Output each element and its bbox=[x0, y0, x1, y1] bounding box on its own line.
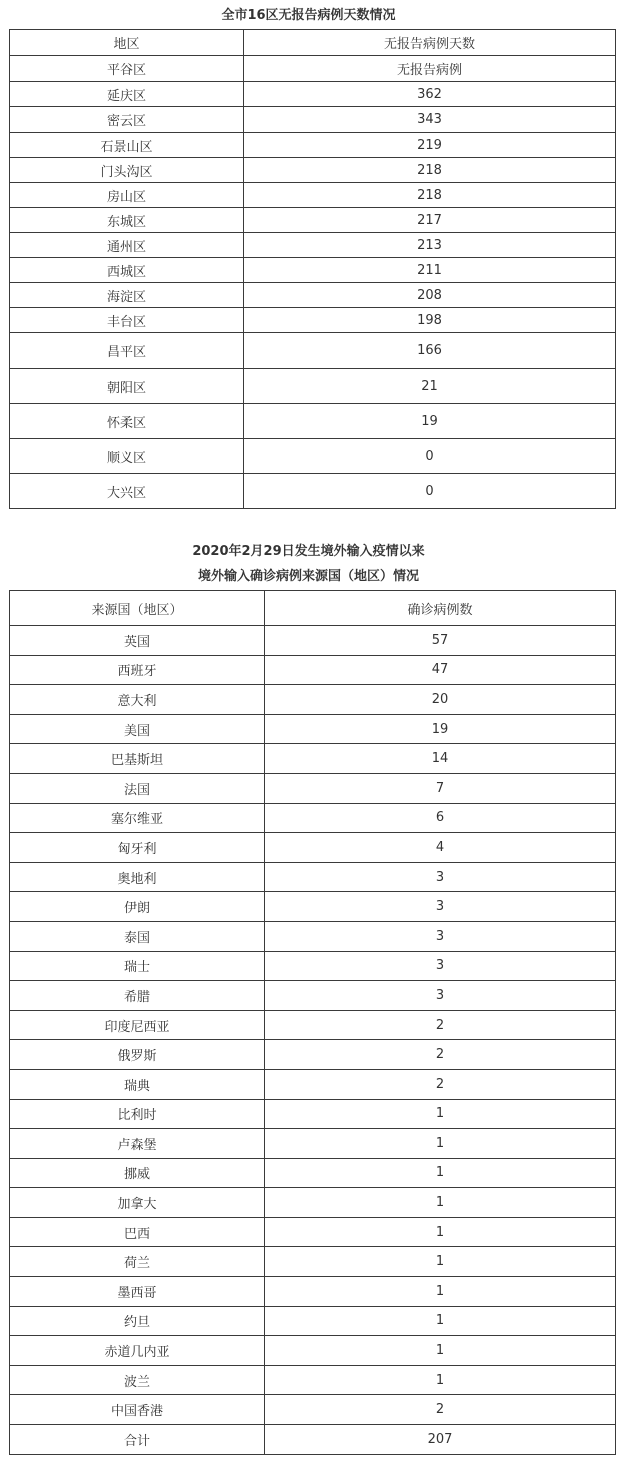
value-cell: 208 bbox=[244, 283, 616, 308]
value-cell: 1 bbox=[265, 1277, 616, 1307]
value-cell: 213 bbox=[244, 233, 616, 258]
value-cell: 3 bbox=[265, 921, 616, 951]
region-cell: 俄罗斯 bbox=[10, 1040, 265, 1070]
table2-title-line2: 境外输入确诊病例来源国（地区）情况 bbox=[197, 569, 419, 584]
header-row bbox=[10, 30, 616, 56]
value-cell: 2 bbox=[265, 1069, 616, 1099]
region-cell: 赤道几内亚 bbox=[10, 1336, 265, 1366]
value-cell: 7 bbox=[265, 773, 616, 803]
region-cell: 合计 bbox=[10, 1425, 265, 1455]
region-cell: 匈牙利 bbox=[10, 833, 265, 863]
value-cell: 3 bbox=[265, 981, 616, 1011]
region-cell: 房山区 bbox=[10, 183, 244, 208]
table-row bbox=[10, 333, 616, 369]
table-row bbox=[10, 474, 616, 509]
table-row bbox=[10, 1010, 616, 1040]
table-row bbox=[10, 951, 616, 981]
value-cell: 211 bbox=[244, 258, 616, 283]
table-row bbox=[10, 308, 616, 333]
region-cell: 荷兰 bbox=[10, 1247, 265, 1277]
region-cell: 密云区 bbox=[10, 107, 244, 133]
table-row bbox=[10, 1247, 616, 1277]
value-cell: 3 bbox=[265, 862, 616, 892]
table-row bbox=[10, 404, 616, 439]
table-row bbox=[10, 258, 616, 283]
region-cell: 平谷区 bbox=[10, 56, 244, 82]
value-cell: 0 bbox=[244, 474, 616, 509]
region-cell: 意大利 bbox=[10, 685, 265, 715]
value-cell: 确诊病例数 bbox=[265, 591, 616, 626]
table-row bbox=[10, 1217, 616, 1247]
region-cell: 大兴区 bbox=[10, 474, 244, 509]
table-row bbox=[10, 981, 616, 1011]
table-row bbox=[10, 183, 616, 208]
table-row bbox=[10, 56, 616, 82]
value-cell: 无报告病例天数 bbox=[244, 30, 616, 56]
table-row bbox=[10, 921, 616, 951]
value-cell: 无报告病例 bbox=[244, 56, 616, 82]
table-row bbox=[10, 892, 616, 922]
table-row bbox=[10, 626, 616, 656]
value-cell: 14 bbox=[265, 744, 616, 774]
value-cell: 47 bbox=[265, 655, 616, 685]
region-cell: 海淀区 bbox=[10, 283, 244, 308]
table-row bbox=[10, 1099, 616, 1129]
value-cell: 217 bbox=[244, 208, 616, 233]
table-row bbox=[10, 1277, 616, 1307]
value-cell: 343 bbox=[244, 107, 616, 133]
region-cell: 挪威 bbox=[10, 1158, 265, 1188]
imported-cases-table bbox=[9, 590, 616, 1455]
region-cell: 昌平区 bbox=[10, 333, 244, 369]
value-cell: 1 bbox=[265, 1217, 616, 1247]
region-cell: 加拿大 bbox=[10, 1188, 265, 1218]
region-cell: 约旦 bbox=[10, 1306, 265, 1336]
region-cell: 美国 bbox=[10, 714, 265, 744]
region-cell: 门头沟区 bbox=[10, 158, 244, 183]
region-cell: 顺义区 bbox=[10, 439, 244, 474]
value-cell: 218 bbox=[244, 183, 616, 208]
table-row bbox=[10, 233, 616, 258]
region-cell: 瑞士 bbox=[10, 951, 265, 981]
value-cell: 6 bbox=[265, 803, 616, 833]
region-cell: 巴基斯坦 bbox=[10, 744, 265, 774]
table-row bbox=[10, 439, 616, 474]
table-row bbox=[10, 107, 616, 133]
value-cell: 4 bbox=[265, 833, 616, 863]
value-cell: 1 bbox=[265, 1158, 616, 1188]
value-cell: 1 bbox=[265, 1306, 616, 1336]
table-row bbox=[10, 1040, 616, 1070]
table-row bbox=[10, 1158, 616, 1188]
region-cell: 西班牙 bbox=[10, 655, 265, 685]
region-cell: 英国 bbox=[10, 626, 265, 656]
no-case-days-table bbox=[9, 29, 616, 509]
table-row bbox=[10, 158, 616, 183]
value-cell: 1 bbox=[265, 1247, 616, 1277]
table-row bbox=[10, 1336, 616, 1366]
total-row bbox=[10, 1425, 616, 1455]
region-cell: 西城区 bbox=[10, 258, 244, 283]
region-cell: 中国香港 bbox=[10, 1395, 265, 1425]
region-cell: 奥地利 bbox=[10, 862, 265, 892]
table-row bbox=[10, 82, 616, 107]
value-cell: 0 bbox=[244, 439, 616, 474]
table-row bbox=[10, 1129, 616, 1159]
table-row bbox=[10, 833, 616, 863]
table-row bbox=[10, 714, 616, 744]
table-row bbox=[10, 1365, 616, 1395]
table-row bbox=[10, 369, 616, 404]
value-cell: 2 bbox=[265, 1010, 616, 1040]
region-cell: 通州区 bbox=[10, 233, 244, 258]
value-cell: 362 bbox=[244, 82, 616, 107]
table-row bbox=[10, 283, 616, 308]
value-cell: 3 bbox=[265, 892, 616, 922]
value-cell: 2 bbox=[265, 1395, 616, 1425]
value-cell: 1 bbox=[265, 1365, 616, 1395]
table-row bbox=[10, 803, 616, 833]
region-cell: 东城区 bbox=[10, 208, 244, 233]
region-cell: 来源国（地区） bbox=[10, 591, 265, 626]
region-cell: 朝阳区 bbox=[10, 369, 244, 404]
table2-title-line1: 2020年2月29日发生境外输入疫情以来 bbox=[192, 544, 425, 559]
table-row bbox=[10, 1188, 616, 1218]
region-cell: 延庆区 bbox=[10, 82, 244, 107]
region-cell: 丰台区 bbox=[10, 308, 244, 333]
value-cell: 219 bbox=[244, 133, 616, 158]
table-row bbox=[10, 773, 616, 803]
region-cell: 伊朗 bbox=[10, 892, 265, 922]
value-cell: 198 bbox=[244, 308, 616, 333]
region-cell: 地区 bbox=[10, 30, 244, 56]
region-cell: 巴西 bbox=[10, 1217, 265, 1247]
header-row bbox=[10, 591, 616, 626]
value-cell: 19 bbox=[265, 714, 616, 744]
region-cell: 石景山区 bbox=[10, 133, 244, 158]
table-row bbox=[10, 133, 616, 158]
table1-title: 全市16区无报告病例天数情况 bbox=[221, 8, 396, 23]
value-cell: 1 bbox=[265, 1099, 616, 1129]
value-cell: 3 bbox=[265, 951, 616, 981]
region-cell: 希腊 bbox=[10, 981, 265, 1011]
region-cell: 印度尼西亚 bbox=[10, 1010, 265, 1040]
region-cell: 比利时 bbox=[10, 1099, 265, 1129]
table-row bbox=[10, 862, 616, 892]
value-cell: 166 bbox=[244, 333, 616, 369]
region-cell: 法国 bbox=[10, 773, 265, 803]
table-row bbox=[10, 655, 616, 685]
value-cell: 1 bbox=[265, 1336, 616, 1366]
region-cell: 泰国 bbox=[10, 921, 265, 951]
region-cell: 瑞典 bbox=[10, 1069, 265, 1099]
region-cell: 墨西哥 bbox=[10, 1277, 265, 1307]
value-cell: 2 bbox=[265, 1040, 616, 1070]
value-cell: 1 bbox=[265, 1129, 616, 1159]
table-row bbox=[10, 685, 616, 715]
region-cell: 塞尔维亚 bbox=[10, 803, 265, 833]
table-row bbox=[10, 1395, 616, 1425]
value-cell: 57 bbox=[265, 626, 616, 656]
table-row bbox=[10, 1306, 616, 1336]
value-cell: 1 bbox=[265, 1188, 616, 1218]
table-row bbox=[10, 208, 616, 233]
value-cell: 218 bbox=[244, 158, 616, 183]
region-cell: 卢森堡 bbox=[10, 1129, 265, 1159]
value-cell: 207 bbox=[265, 1425, 616, 1455]
table-row bbox=[10, 744, 616, 774]
value-cell: 20 bbox=[265, 685, 616, 715]
region-cell: 怀柔区 bbox=[10, 404, 244, 439]
value-cell: 21 bbox=[244, 369, 616, 404]
table-row bbox=[10, 1069, 616, 1099]
region-cell: 波兰 bbox=[10, 1365, 265, 1395]
value-cell: 19 bbox=[244, 404, 616, 439]
